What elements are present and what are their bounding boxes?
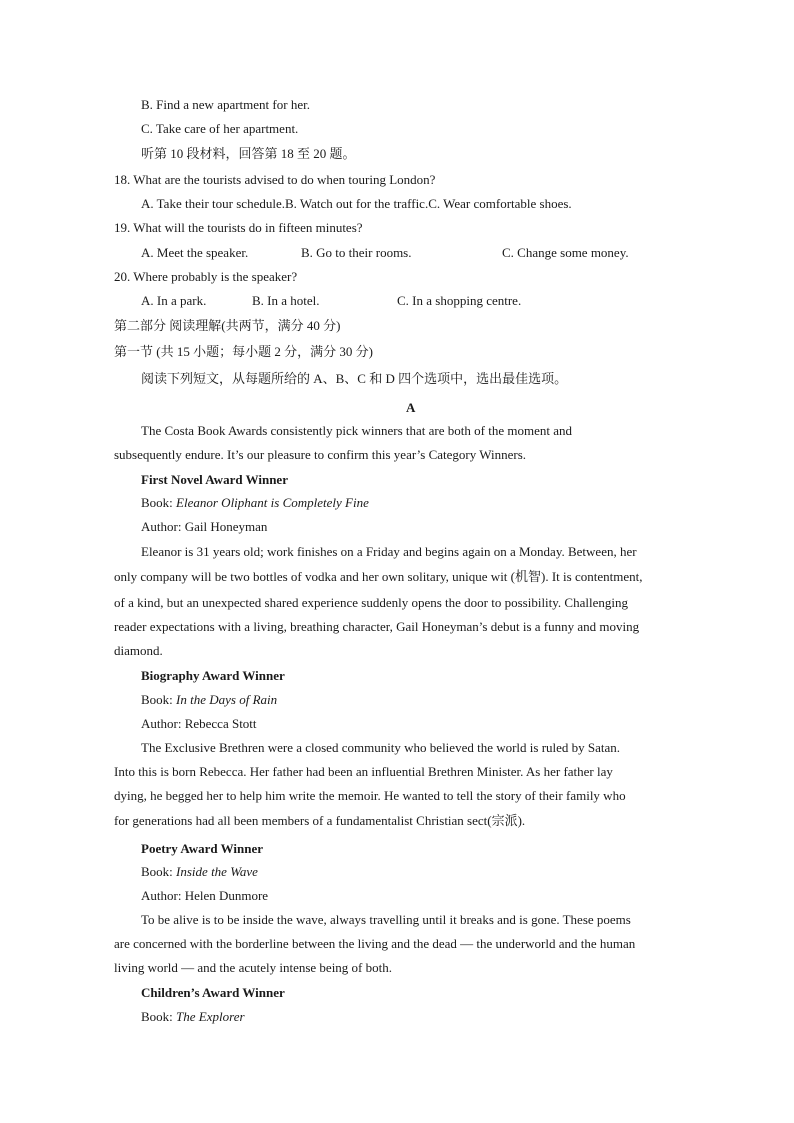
passage-intro-line: subsequently endure. It’s our pleasure to confirm this year’s Category Winners. (114, 447, 527, 462)
question-20: 20. Where probably is the speaker? (114, 269, 298, 284)
childrens-heading: Children’s Award Winner (141, 985, 285, 1000)
first-novel-book (141, 495, 369, 511)
question-19: 19. What will the tourists do in fifteen minutes? (114, 220, 363, 235)
question-20-option-a: A. In a park. (141, 293, 207, 308)
book-label: Book: (141, 864, 173, 879)
reading-instruction: 阅读下列短文，从每题所给的 A、B、C 和 D 四个选项中，选出最佳选项。 (141, 371, 568, 386)
biography-author: Author: Rebecca Stott (141, 716, 257, 731)
q17-option-b: B. Find a new apartment for her. (141, 97, 310, 112)
question-19-option-c: C. Change some money. (502, 245, 629, 260)
passage-intro-line: The Costa Book Awards consistently pick winners that are both of the moment and (141, 423, 572, 438)
first-novel-body-line: reader expectations with a living, breathing character, Gail Honeyman’s debut is a funny and moving (114, 619, 640, 634)
question-20-option-b: B. In a hotel. (252, 293, 320, 308)
book-title: In the Days of Rain (176, 692, 278, 707)
childrens-book (141, 1009, 245, 1025)
question-18: 18. What are the tourists advised to do when touring London? (114, 172, 436, 187)
question-19-option-a: A. Meet the speaker. (141, 245, 249, 260)
poetry-heading: Poetry Award Winner (141, 841, 264, 856)
first-novel-author: Author: Gail Honeyman (141, 519, 268, 534)
q17-option-c: C. Take care of her apartment. (141, 121, 299, 136)
first-novel-body-line: diamond. (114, 643, 163, 658)
first-novel-body-line: of a kind, but an unexpected shared experience suddenly opens the door to possibility. Challenging (114, 595, 628, 610)
first-novel-heading: First Novel Award Winner (141, 472, 288, 487)
book-title: The Explorer (176, 1009, 245, 1024)
poetry-body-line: are concerned with the borderline between the living and the dead — the underworld and the human (114, 936, 636, 951)
question-20-option-c: C. In a shopping centre. (397, 293, 522, 308)
passage-letter: A (406, 400, 416, 415)
book-label: Book: (141, 1009, 173, 1024)
biography-heading: Biography Award Winner (141, 668, 285, 683)
book-title: Inside the Wave (176, 864, 258, 879)
listening-instruction-10: 听第 10 段材料，回答第 18 至 20 题。 (141, 146, 356, 161)
first-novel-body-line: Eleanor is 31 years old; work finishes on a Friday and begins again on a Monday. Between, her (141, 544, 637, 559)
biography-body-line: for generations had all been members of a fundamentalist Christian sect(宗派). (114, 813, 526, 828)
biography-body-line: dying, he begged her to help him write the memoir. He wanted to tell the story of their family who (114, 788, 626, 803)
poetry-book (141, 864, 258, 880)
book-label: Book: (141, 692, 173, 707)
poetry-author: Author: Helen Dunmore (141, 888, 269, 903)
biography-body-line: The Exclusive Brethren were a closed community who believed the world is ruled by Satan. (141, 740, 621, 755)
first-novel-body-line: only company will be two bottles of vodka and her own solitary, unique wit (机智). It is contentment, (114, 569, 643, 584)
poetry-body-line: To be alive is to be inside the wave, always travelling until it breaks and is gone. These poems (141, 912, 631, 927)
part-two-heading: 第二部分 阅读理解(共两节，满分 40 分) (114, 318, 341, 333)
biography-book (141, 692, 277, 708)
poetry-body-line: living world — and the acutely intense being of both. (114, 960, 392, 975)
book-label: Book: (141, 495, 173, 510)
question-19-option-b: B. Go to their rooms. (301, 245, 412, 260)
book-title: Eleanor Oliphant is Completely Fine (176, 495, 369, 510)
biography-body-line: Into this is born Rebecca. Her father had been an influential Brethren Minister. As her father lay (114, 764, 613, 779)
section-one-heading: 第一节 (共 15 小题；每小题 2 分，满分 30 分) (114, 344, 373, 359)
question-18-options: A. Take their tour schedule.B. Watch out for the traffic.C. Wear comfortable shoes. (141, 196, 572, 211)
